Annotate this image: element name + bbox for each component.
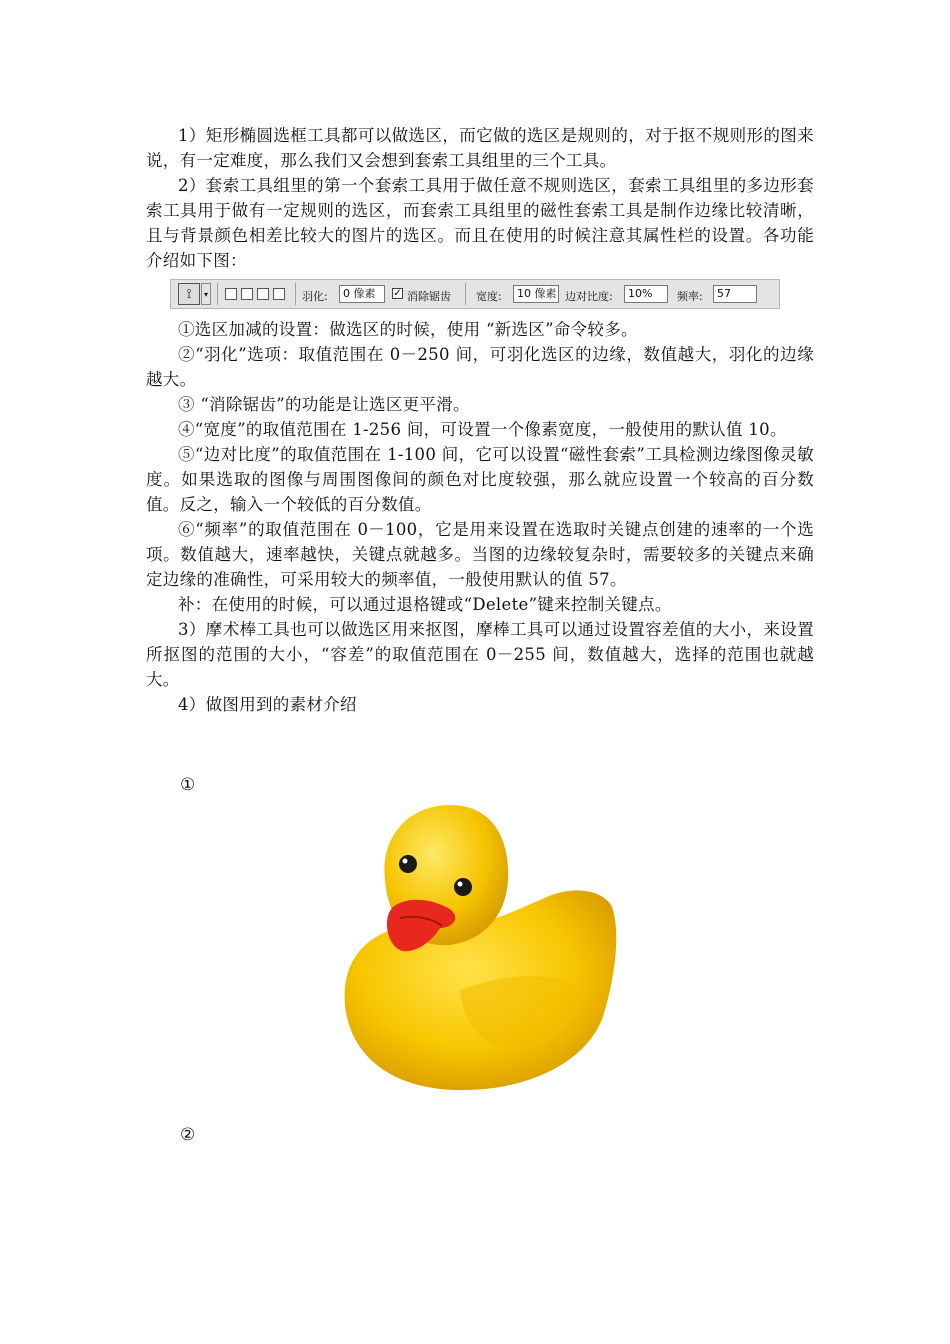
divider	[217, 283, 218, 305]
material-marker-1: ①	[180, 775, 196, 795]
frequency-input[interactable]: 57	[713, 285, 757, 303]
paragraph-4: 4）做图用到的素材介绍	[178, 695, 357, 714]
frequency-label: 频率:	[677, 290, 703, 303]
lasso-options-bar	[170, 279, 780, 309]
paragraph-3: 3）摩术棒工具也可以做选区用来抠图，摩棒工具可以通过设置容差值的大小，来设置所抠图的范围的大小，“容差”的取值范围在 0－255 间，数值越大，选择的范围也就越大。	[146, 620, 814, 689]
divider	[295, 283, 296, 305]
paragraph-option-6: ⑥“频率”的取值范围在 0－100，它是用来设置在选取时关键点创建的速率的一个选项。数值越大，速率越快，关键点就越多。当图的边缘较复杂时，需要较多的关键点来确定边缘的准确性，可采用较大的频率值，一般使用默认的值 57。	[146, 520, 814, 589]
magnetic-lasso-icon[interactable]: ⟟	[178, 283, 200, 305]
feather-label: 羽化:	[302, 290, 328, 303]
paragraph-2: 2）套索工具组里的第一个套索工具用于做任意不规则选区，套索工具组里的多边形套索工具用于做有一定规则的选区，而套索工具组里的磁性套索工具是制作边缘比较清晰，且与背景颜色相差比较大的图片的选区。而且在使用的时候注意其属性栏的设置。各功能介绍如下图：	[146, 176, 814, 270]
subtract-selection-icon[interactable]	[257, 288, 269, 300]
intersect-selection-icon[interactable]	[273, 288, 285, 300]
rubber-duck-image	[330, 800, 640, 1095]
paragraph-option-1: ①选区加减的设置：做选区的时候，使用 “新选区”命令较多。	[178, 320, 638, 339]
paragraph-option-5: ⑤“边对比度”的取值范围在 1-100 间，它可以设置“磁性套索”工具检测边缘图像灵敏度。如果选取的图像与周围图像间的颜色对比度较强，那么就应设置一个较高的百分数值。反之，输入一个较低的百分数值。	[146, 445, 814, 514]
antialias-label: 消除锯齿	[407, 290, 451, 303]
paragraph-option-3: ③ “消除锯齿”的功能是让选区更平滑。	[178, 395, 470, 414]
material-marker-2: ②	[180, 1125, 196, 1145]
antialias-checkbox[interactable]: ✓	[393, 288, 402, 299]
document-body	[146, 123, 814, 717]
paragraph-note: 补：在使用的时候，可以通过退格键或“Delete”键来控制关键点。	[178, 595, 672, 614]
edge-contrast-label: 边对比度:	[565, 290, 613, 303]
new-selection-icon[interactable]	[225, 288, 237, 300]
feather-input[interactable]: 0 像素	[339, 285, 385, 303]
add-selection-icon[interactable]	[241, 288, 253, 300]
paragraph-option-2: ②“羽化”选项：取值范围在 0－250 间，可羽化选区的边缘，数值越大，羽化的边缘越大。	[146, 345, 814, 389]
width-label: 宽度:	[476, 290, 502, 303]
width-input[interactable]: 10 像素	[513, 285, 559, 303]
tool-preset-dropdown[interactable]: ▾	[201, 283, 211, 305]
divider	[465, 283, 466, 305]
paragraph-1: 1）矩形椭圆选框工具都可以做选区，而它做的选区是规则的，对于抠不规则形的图来说，有一定难度，那么我们又会想到套索工具组里的三个工具。	[146, 126, 814, 170]
paragraph-option-4: ④“宽度”的取值范围在 1-256 间，可设置一个像素宽度，一般使用的默认值 10。	[178, 420, 787, 439]
edge-contrast-input[interactable]: 10%	[624, 285, 668, 303]
